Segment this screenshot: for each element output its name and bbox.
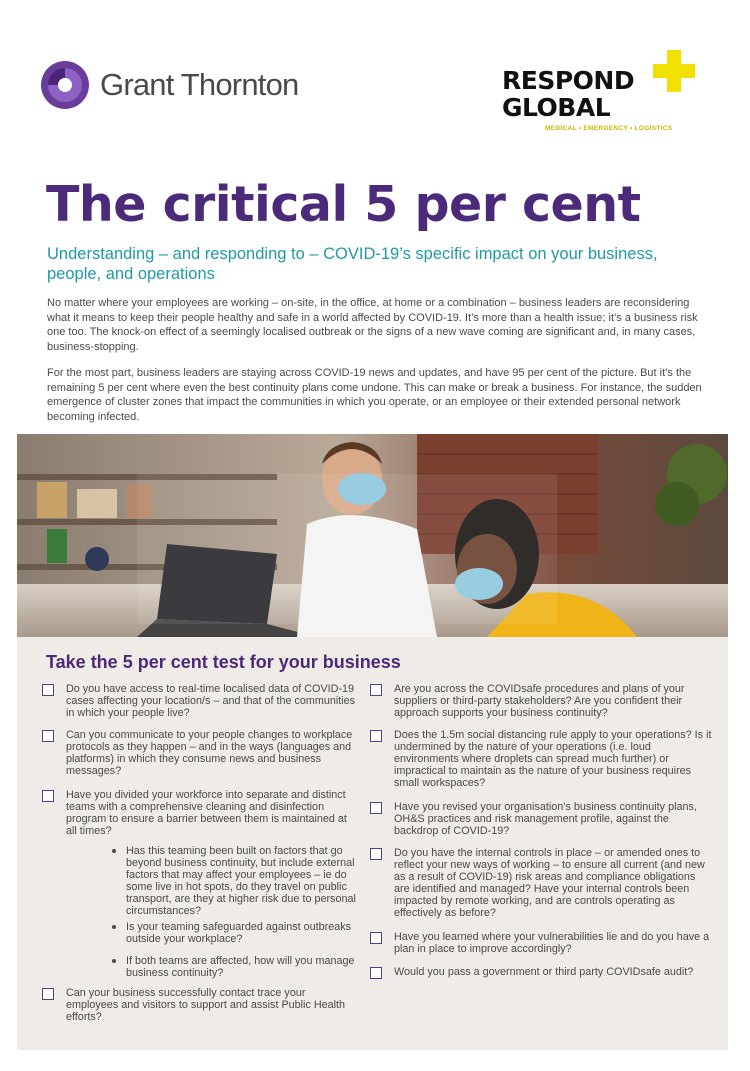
respond-global-tagline: MEDICAL • EMERGENCY • LOGISTICS [545,125,673,132]
checkbox[interactable] [42,684,54,696]
checklist-item-text: Have you revised your organisation’s business continuity plans, OH&S practices and risk management profile, against the backdrop of COVID-19? [394,801,697,837]
checkbox[interactable] [370,802,382,814]
sub-bullet [112,845,356,917]
checklist-item-text: Can you communicate to your people changes to workplace protocols as they happen – and in the ways (languages and platforms) in which they consume news and business messages? [66,729,353,777]
sub-bullet [112,921,356,945]
intro-paragraph-1: No matter where your employees are working – on-site, in the office, at home or a combination – business leaders are reconsidering what it means to keep their people healthy and safe in a world affected by COVID-19. It’s more than a health issue; it’s a business risk one too. The knock-on effect of a seemingly localised outbreak or the signs of a new wave coming are significant and, in many cases, business-stopping. [47,297,698,353]
respond-global-line1: RESPOND [502,66,635,95]
bullet-dot-icon [112,959,116,963]
page-title: The critical 5 per cent [46,176,641,233]
bullet-dot-icon [112,849,116,853]
page-subtitle: Understanding – and responding to – COVID-19’s specific impact on your business, people, and operations [47,245,658,283]
respond-global-logo [500,50,700,140]
checklist-item-text: Do you have access to real-time localised data of COVID-19 cases affecting your location/s – and that of the communities in which your people live? [66,683,356,719]
checklist-item-text: Would you pass a government or third party COVIDsafe audit? [394,966,694,978]
sub-bullet-text: Is your teaming safeguarded against outbreaks outside your workplace? [126,921,352,945]
checklist-item[interactable] [42,987,356,1023]
checklist-item[interactable] [370,729,712,789]
grant-thornton-mark-icon [40,60,90,110]
sub-bullet-text: Has this teaming been built on factors that go beyond business continuity, but include external factors that may affect your employees – ie do some live in hot spots, do they travel on public transport, are they at higher risk due to personal circumstances? [126,845,356,917]
office-photo-illustration [17,434,728,637]
checkbox[interactable] [370,684,382,696]
checkbox[interactable] [42,988,54,1000]
test-panel [17,637,728,1050]
checklist-item[interactable] [370,847,712,919]
sub-bullet [112,955,356,979]
checklist-item-text: Have you divided your workforce into separate and distinct teams with a comprehensive cleaning and disinfection program to ensure a barrier between them is maintained at all times? [66,789,347,837]
checklist-item[interactable] [42,683,356,719]
respond-global-line2: GLOBAL [502,93,611,122]
checklist-item-text: Does the 1.5m social distancing rule apply to your operations? Is it undermined by the nature of your operations (i.e. loud environments where droplets can spread much further) or impractical to maintain as the nature of your business requires small workspaces? [394,729,712,789]
bullet-dot-icon [112,925,116,929]
checklist-item[interactable] [42,789,356,837]
checkbox[interactable] [42,790,54,802]
checkbox[interactable] [370,730,382,742]
checklist-item-text: Can your business successfully contact trace your employees and visitors to support and assist Public Health efforts? [66,987,346,1023]
checklist-item[interactable] [370,931,712,955]
checkbox[interactable] [42,730,54,742]
checklist-item-text: Have you learned where your vulnerabilities lie and do you have a plan in place to improve accordingly? [394,931,710,955]
checklist-item[interactable] [370,683,712,719]
checkbox[interactable] [370,967,382,979]
checklist-item[interactable] [42,729,356,777]
intro-paragraph-2: For the most part, business leaders are staying across COVID-19 news and updates, and have 95 per cent of the picture. But it’s the remaining 5 per cent where even the best continuity plans come undone. This can make or break a business. For instance, the sudden emergence of cluster zones that impact the communities in which you operate, or an employee or their extended personal network becoming infected. [47,367,702,423]
sub-bullet-text: If both teams are affected, how will you manage business continuity? [126,955,355,979]
plus-icon [653,50,695,92]
checkbox[interactable] [370,848,382,860]
grant-thornton-logo [40,60,298,110]
checklist-item-text: Are you across the COVIDsafe procedures and plans of your suppliers or third-party stakeholders? Are you confident their approach supports your business continuity? [394,683,685,719]
checklist-item[interactable] [370,801,712,837]
test-heading: Take the 5 per cent test for your business [46,652,401,672]
office-photo [17,434,728,637]
checklist-item[interactable] [370,966,712,979]
checklist-item-text: Do you have the internal controls in place – or amended ones to reflect your new ways of working – to ensure all current (and new as a result of COVID-19) risk areas and compliance obligations are identified and managed? Have your internal controls been impacted by remote working, and are controls operating as effectively as before? [394,847,705,919]
checkbox[interactable] [370,932,382,944]
grant-thornton-wordmark: Grant Thornton [100,67,299,102]
